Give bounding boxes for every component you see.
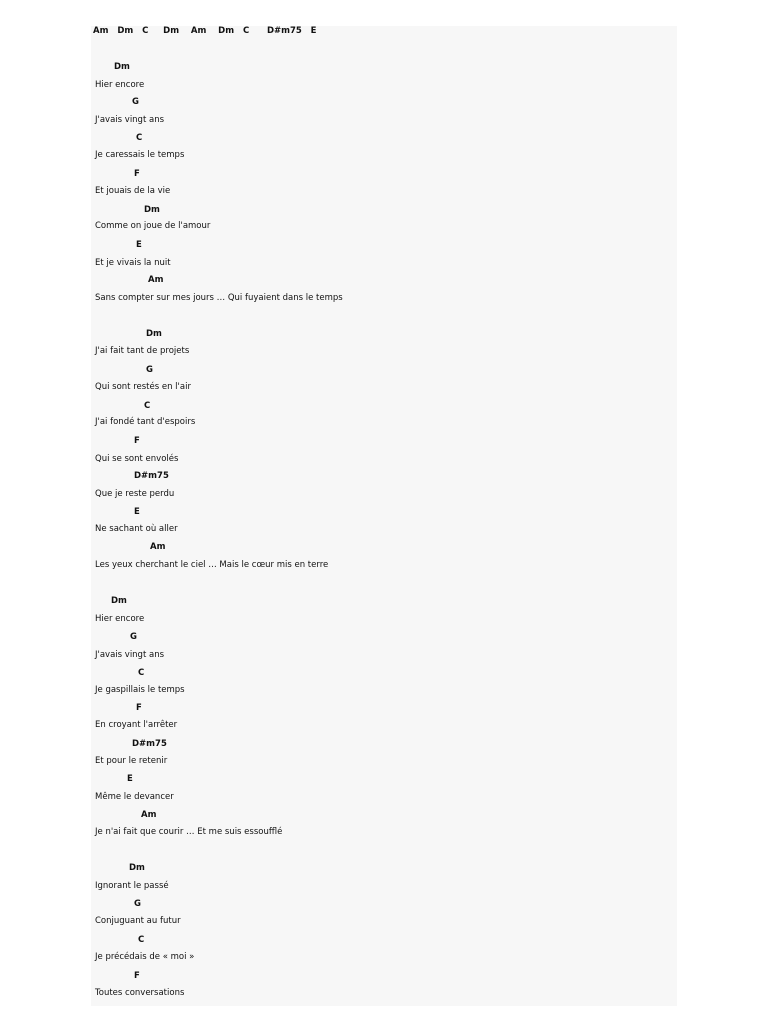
lyric-line: Et je vivais la nuit (95, 258, 171, 268)
lyric-line: Que je reste perdu (95, 489, 175, 499)
lyric-line: Même le devancer (95, 792, 174, 802)
chord: E (134, 507, 140, 517)
chord: Am (141, 810, 157, 820)
chord: Am (148, 275, 164, 285)
chord: G (132, 97, 139, 107)
lyric-line: J'ai fondé tant d'espoirs (95, 417, 196, 427)
lyric-line: Conjuguant au futur (95, 916, 181, 926)
chord: F (134, 436, 140, 446)
chord: E (136, 240, 142, 250)
chord: Am (150, 542, 166, 552)
chord: G (130, 632, 137, 642)
lyric-line: Et pour le retenir (95, 756, 168, 766)
chord: Dm (111, 596, 127, 606)
chord: D#m75 (132, 739, 167, 749)
lyric-line: J'ai fait tant de projets (95, 346, 190, 356)
chord: C (136, 133, 143, 143)
chord: C (144, 401, 151, 411)
lyric-line: Comme on joue de l'amour (95, 221, 211, 231)
song-sheet (91, 26, 677, 1006)
chord: C (138, 935, 145, 945)
chord: Dm (144, 205, 160, 215)
chord: Dm (129, 863, 145, 873)
lyric-line: Je n'ai fait que courir … Et me suis essoufflé (95, 827, 283, 837)
lyric-line: Qui se sont envolés (95, 454, 179, 464)
lyric-line: Les yeux cherchant le ciel … Mais le cœur mis en terre (95, 560, 329, 570)
chord: F (134, 971, 140, 981)
chord: F (134, 169, 140, 179)
lyric-line: Ne sachant où aller (95, 524, 178, 534)
chord: Dm (146, 329, 162, 339)
lyric-line: Je précédais de « moi » (95, 952, 195, 962)
lyric-line: J'avais vingt ans (95, 650, 165, 660)
chord: E (127, 774, 133, 784)
lyric-line: J'avais vingt ans (95, 115, 165, 125)
lyric-line: Toutes conversations (95, 988, 185, 998)
chord: Dm (114, 62, 130, 72)
lyric-line: Hier encore (95, 80, 145, 90)
chord: G (146, 365, 153, 375)
chord: D#m75 (134, 471, 169, 481)
lyric-line: Ignorant le passé (95, 881, 169, 891)
lyric-line: Hier encore (95, 614, 145, 624)
lyric-line: Sans compter sur mes jours … Qui fuyaient dans le temps (95, 293, 343, 303)
lyric-line: Je caressais le temps (95, 150, 185, 160)
intro-chords: Am Dm C Dm Am Dm C D#m75 E (93, 26, 317, 36)
lyric-line: Et jouais de la vie (95, 186, 171, 196)
lyric-line: Qui sont restés en l'air (95, 382, 191, 392)
chord: C (138, 668, 145, 678)
chord: G (134, 899, 141, 909)
chord: F (136, 703, 142, 713)
lyric-line: Je gaspillais le temps (95, 685, 185, 695)
lyric-line: En croyant l'arrêter (95, 720, 178, 730)
